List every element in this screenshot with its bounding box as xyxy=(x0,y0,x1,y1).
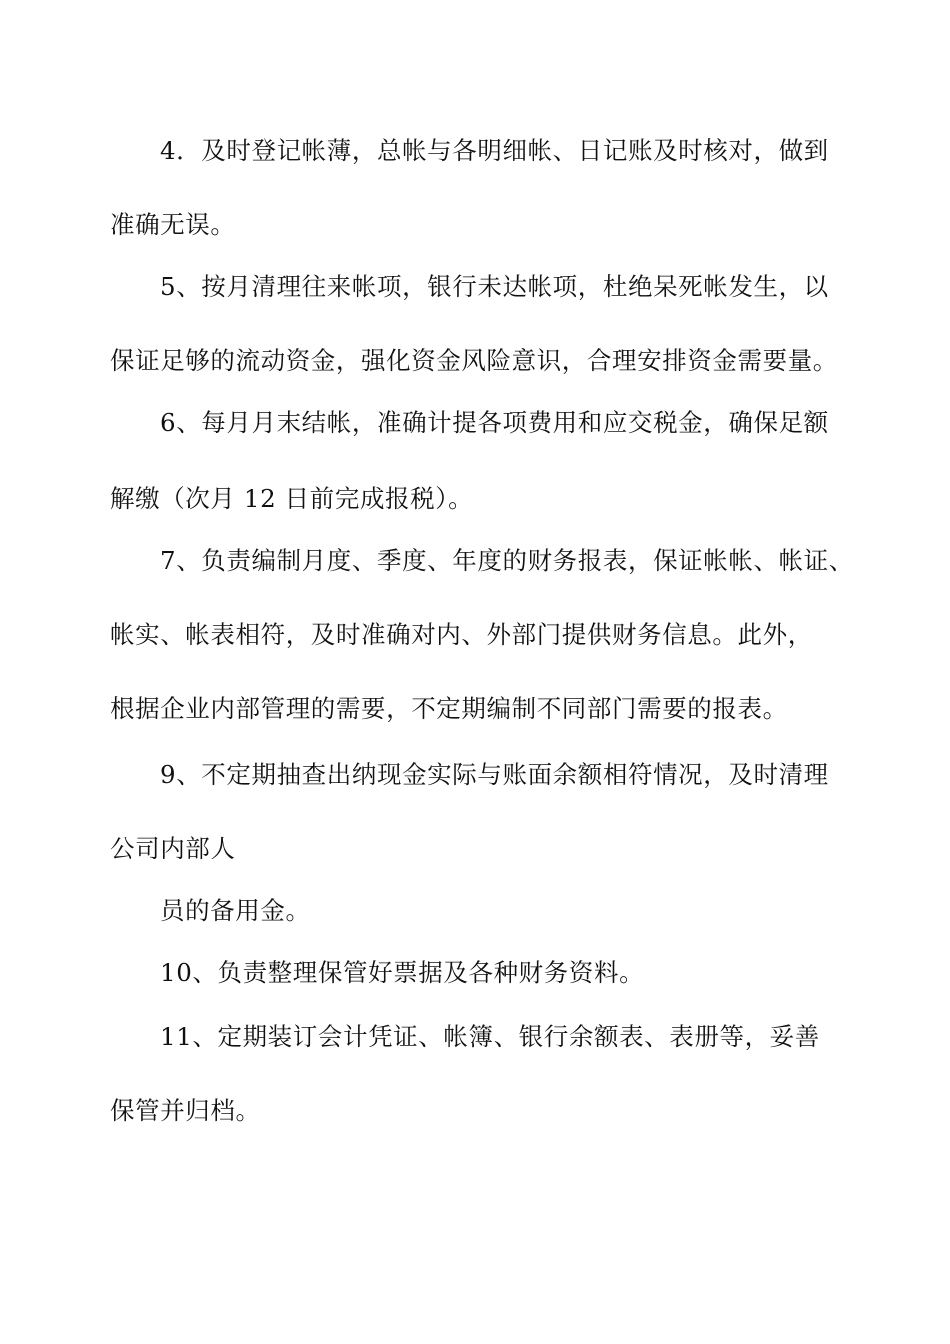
paragraph-10-line-1: 10、负责整理保管好票据及各种财务资料。 xyxy=(160,958,645,987)
paragraph-5-line-1: 5、按月清理往来帐项，银行未达帐项，杜绝呆死帐发生，以 xyxy=(160,272,829,301)
paragraph-4-line-1: 4．及时登记帐薄，总帐与各明细帐、日记账及时核对，做到 xyxy=(160,136,829,165)
paragraph-7-line-2: 帐实、帐表相符，及时准确对内、外部门提供财务信息。此外， xyxy=(110,620,813,649)
paragraph-9-line-2: 公司内部人 xyxy=(110,834,236,863)
paragraph-11-line-2: 保管并归档。 xyxy=(110,1096,261,1125)
paragraph-7-line-3: 根据企业内部管理的需要，不定期编制不同部门需要的报表。 xyxy=(110,694,788,723)
paragraph-5-line-2: 保证足够的流动资金，强化资金风险意识，合理安排资金需要量。 xyxy=(110,346,838,375)
paragraph-11-line-1: 11、定期装订会计凭证、帐簿、银行余额表、表册等，妥善 xyxy=(160,1022,820,1051)
paragraph-6-line-1: 6、每月月末结帐，准确计提各项费用和应交税金，确保足额 xyxy=(160,408,829,437)
paragraph-4-line-2: 准确无误。 xyxy=(110,210,236,239)
paragraph-9-line-3: 员的备用金。 xyxy=(160,896,311,925)
paragraph-6-line-2: 解缴（次月 12 日前完成报税）。 xyxy=(110,484,474,513)
paragraph-9-line-1: 9、不定期抽查出纳现金实际与账面余额相符情况，及时清理 xyxy=(160,760,829,789)
paragraph-7-line-1: 7、负责编制月度、季度、年度的财务报表，保证帐帐、帐证、 xyxy=(160,546,854,575)
